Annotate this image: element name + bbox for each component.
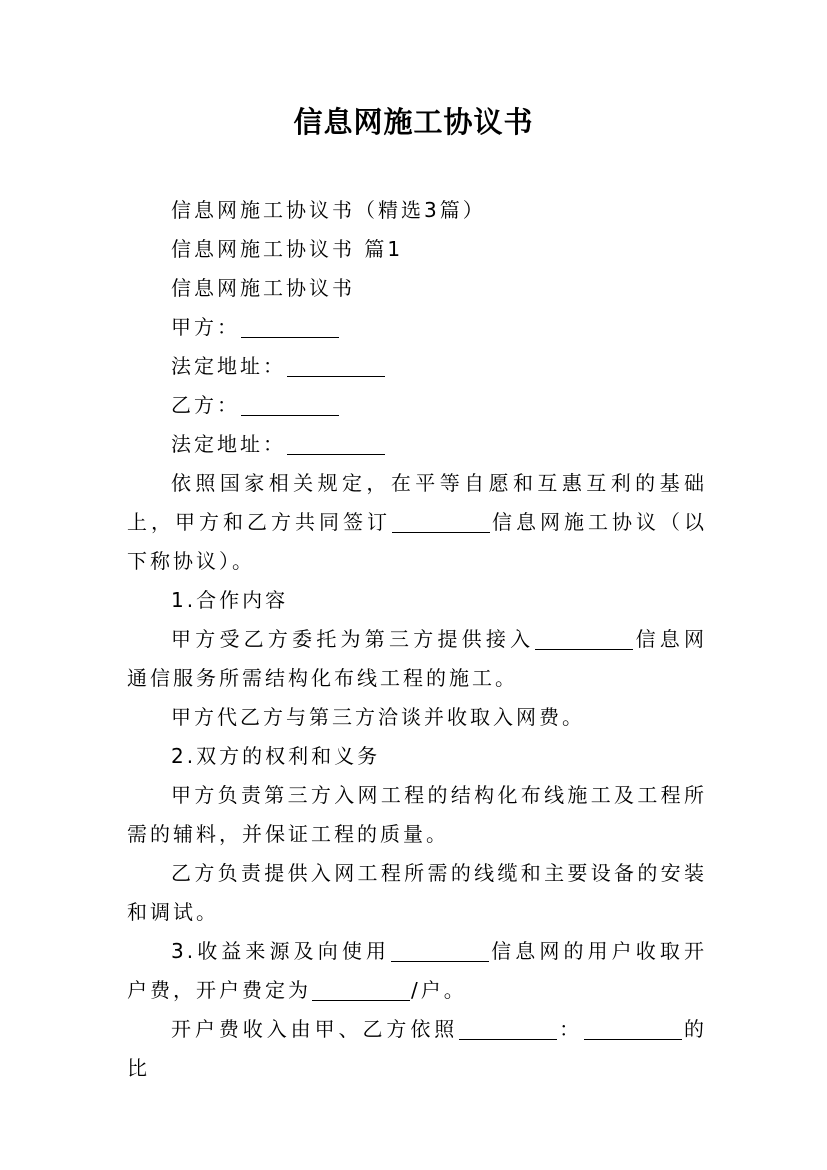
paragraph-address-b	[127, 425, 707, 464]
blank-line	[312, 978, 410, 1001]
paragraph-section-2-a	[127, 776, 707, 854]
ratio-separator: ：	[558, 1017, 584, 1041]
paragraph-section-3-b	[127, 1010, 707, 1088]
blank-line	[287, 354, 385, 377]
party-b-label: 乙方：	[171, 393, 240, 417]
paragraph-section-2-b	[127, 854, 707, 932]
paragraph-section-1-a	[127, 620, 707, 698]
section-heading-2	[127, 737, 707, 776]
party-a-label: 甲方：	[171, 315, 240, 339]
paragraph-intro	[127, 464, 707, 581]
blank-line	[535, 627, 633, 650]
section-1-text-part-1: 甲方受乙方委托为第三方提供接入	[171, 627, 535, 651]
paragraph-party-a	[127, 308, 707, 347]
text-article-heading: 信息网施工协议书 篇1	[171, 237, 404, 261]
text-collection-title: 信息网施工协议书（精选3篇）	[171, 198, 486, 222]
section-3-text-part-2: 信息网的用户收取开户费，开户费定为	[127, 939, 707, 1002]
intro-text-part-1: 依照国家相关规定，在平等自愿和互惠互利的基础上，甲方和乙方共同签订	[127, 471, 707, 534]
section-3-text-part-3: /户。	[411, 978, 467, 1002]
legal-address-label: 法定地址：	[171, 354, 286, 378]
intro-text-part-2: 信息网施工协议（以下称协议）。	[127, 510, 707, 573]
blank-line	[287, 432, 385, 455]
section-2-title: 2.双方的权利和义务	[171, 744, 381, 768]
paragraph-agreement-title	[127, 269, 707, 308]
blank-line	[584, 1017, 682, 1040]
blank-line	[392, 510, 490, 533]
section-heading-1	[127, 581, 707, 620]
legal-address-label: 法定地址：	[171, 432, 286, 456]
blank-line	[241, 315, 339, 338]
text-agreement-title: 信息网施工协议书	[171, 276, 355, 300]
paragraph-article-heading	[127, 230, 707, 269]
document-body	[127, 191, 707, 1088]
document-title: 信息网施工协议书	[293, 105, 534, 139]
section-3-text-part-5: 的比	[127, 1017, 708, 1080]
blank-line	[459, 1017, 557, 1040]
section-2-text-1: 甲方负责第三方入网工程的结构化布线施工及工程所需的辅料，并保证工程的质量。	[127, 783, 707, 846]
section-3-text-part-1: 3.收益来源及向使用	[171, 939, 391, 963]
paragraph-section-3-a	[127, 932, 707, 1010]
blank-line	[241, 393, 339, 416]
section-1-title: 1.合作内容	[171, 588, 289, 612]
section-1-text-part-2: 信息网通信服务所需结构化布线工程的施工。	[127, 627, 708, 690]
blank-line	[391, 939, 489, 962]
paragraph-address-a	[127, 347, 707, 386]
section-1-text-2: 甲方代乙方与第三方洽谈并收取入网费。	[171, 705, 585, 729]
paragraph-collection-title	[127, 191, 707, 230]
paragraph-section-1-b	[127, 698, 707, 737]
section-3-text-part-4: 开户费收入由甲、乙方依照	[171, 1017, 459, 1041]
paragraph-party-b	[127, 386, 707, 425]
section-2-text-2: 乙方负责提供入网工程所需的线缆和主要设备的安装和调试。	[127, 861, 707, 924]
